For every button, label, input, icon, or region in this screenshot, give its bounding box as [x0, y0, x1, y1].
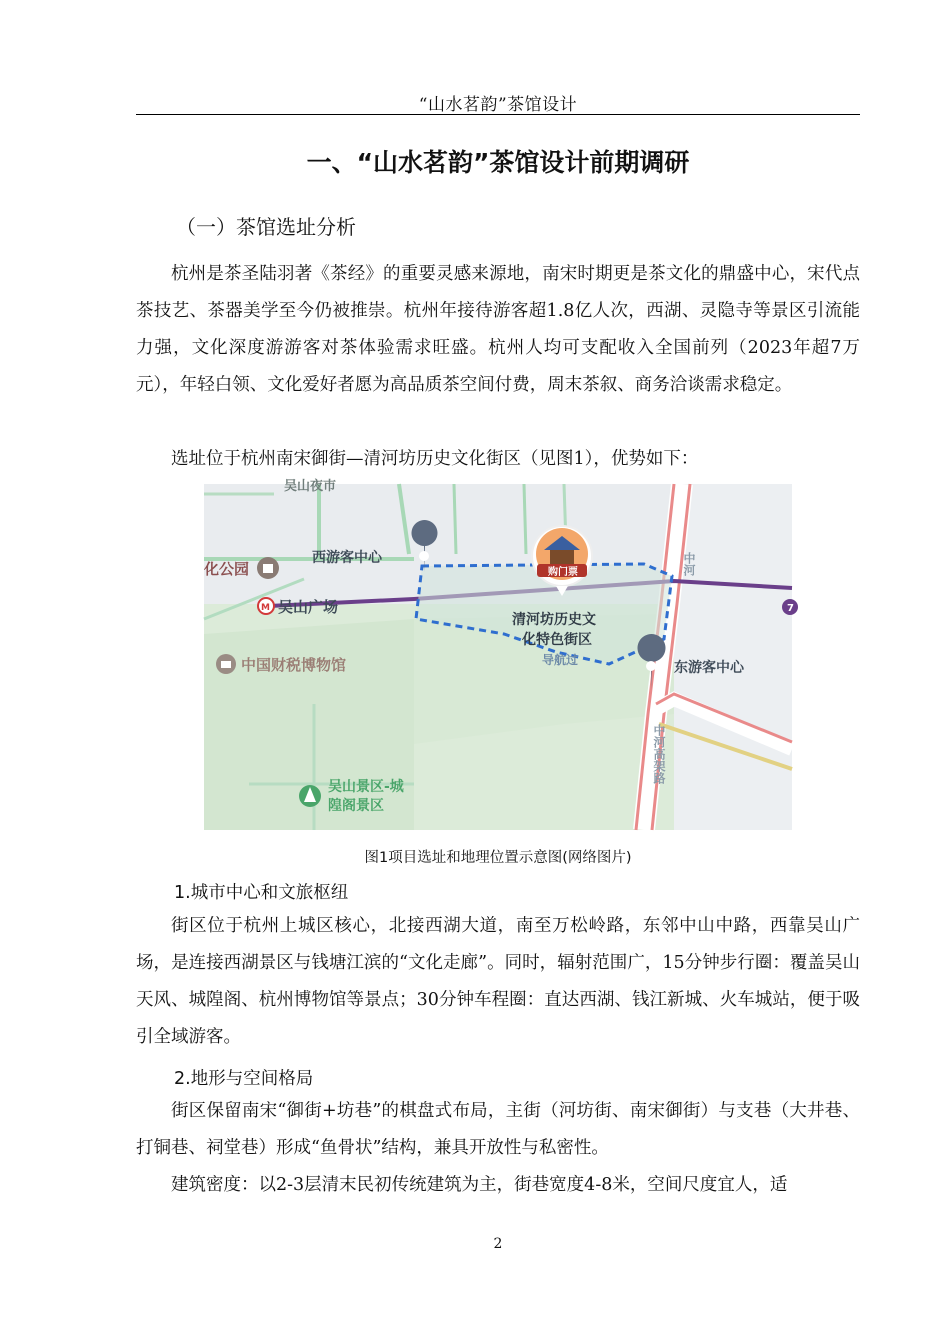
map-label-museum: 中国财税博物馆 [241, 656, 347, 674]
paragraph-intro: 杭州是茶圣陆羽著《茶经》的重要灵感来源地，南宋时期更是茶文化的鼎盛中心，宋代点茶技艺、茶器美学至今仍被推崇。杭州年接待游客超1.8亿人次，西湖、灵隐寺等景区引流能力强，文化深度游游客对茶体验需求旺盛。杭州人均可支配收入全国前列（2023年超7万元），年轻白领、文化爱好者愿为高品质茶空间付费，周末茶叙、商务洽谈需求稳定。 [136, 264, 860, 395]
heading-terrain-layout: 2.地形与空间格局 [174, 1069, 314, 1089]
page-header-rule [136, 114, 860, 115]
metro-station-icon [258, 598, 274, 614]
map-label-navigation: 导航过 [542, 653, 579, 667]
map-label-road-zhonghe-elevated: 中河高架路 [652, 724, 666, 784]
heading-city-center: 1.城市中心和文旅枢纽 [174, 883, 349, 903]
map-label-scenic-line2: 隍阁景区 [328, 798, 384, 814]
paragraph-city-center: 街区位于杭州上城区核心，北接西湖大道，南至万松岭路，东邻中山中路，西靠吴山广场，是连接西湖景区与钱塘江滨的“文化走廊”。同时，辐射范围广，15分钟步行圈：覆盖吴山天风、城隍阁、杭州博物馆等景点；30分钟车程圈：直达西湖、钱江新城、火车城站，便于吸引全域游客。 [136, 916, 860, 1047]
subsection-title: （一）茶馆选址分析 [176, 215, 356, 239]
ticket-label: 购门票 [548, 567, 578, 578]
map-label-district-line2: 化特色街区 [522, 632, 592, 648]
page-header-title: “山水茗韵”茶馆设计 [418, 95, 578, 115]
map-figure [204, 479, 794, 830]
museum-icon [216, 654, 236, 674]
map-label-metro-station: 吴山广场 [278, 598, 339, 616]
paragraph-building-density: 建筑密度：以2-3层清末民初传统建筑为主，街巷宽度4-8米，空间尺度宜人，适 [171, 1175, 788, 1195]
paragraph-terrain-layout: 街区保留南宋“御街+坊巷”的棋盘式布局，主街（河坊街、南宋御街）与支巷（大井巷、打铜巷、祠堂巷）形成“鱼骨状”结构，兼具开放性与私密性。 [136, 1101, 860, 1158]
map-label-east-visitor-center: 东游客中心 [674, 660, 744, 676]
paragraph-site-location: 选址位于杭州南宋御街—清河坊历史文化街区（见图1），优势如下： [171, 449, 699, 469]
map-label-west-visitor-center: 西游客中心 [312, 550, 382, 566]
map-road-badge: 7 [787, 603, 794, 614]
svg-text:M: M [261, 603, 270, 613]
park-icon [257, 557, 279, 579]
map-label-district-line1: 清河坊历史文 [512, 612, 596, 628]
section-title: 一、“山水茗韵”茶馆设计前期调研 [306, 148, 690, 177]
page-number: 2 [493, 1236, 503, 1252]
map-label-top-partial: 吴山夜巿 [284, 479, 337, 494]
map-label-park: 化公园 [204, 560, 250, 578]
map-label-scenic-line1: 吴山景区-城 [328, 779, 404, 795]
scenic-area-icon [299, 785, 321, 807]
map-label-road-zhonghe-top: 中河 [682, 552, 696, 576]
figure-caption: 图1项目选址和地理位置示意图(网络图片) [364, 850, 632, 866]
